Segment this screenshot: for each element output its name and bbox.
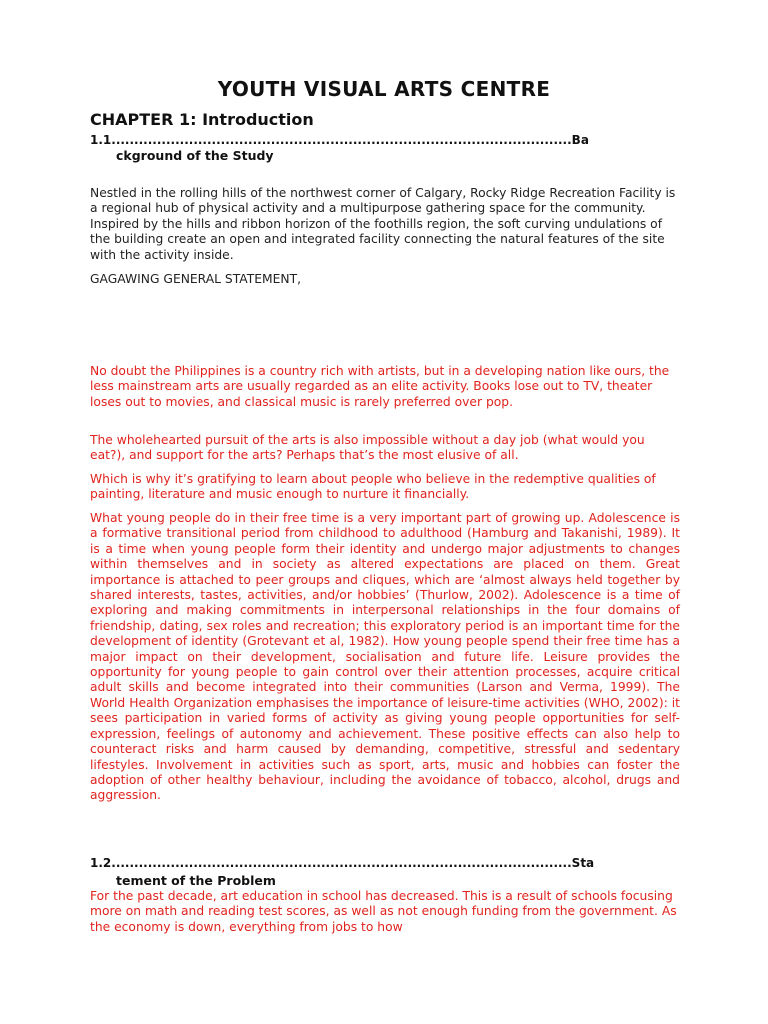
section-1-2-heading-continuation: tement of the Problem — [116, 873, 276, 888]
intro-paragraph: Nestled in the rolling hills of the northwest corner of Calgary, Rocky Ridge Recreation Facility is a regional hub of physical activity and a multipurpose gathering space for the community. Inspired by the hills and ribbon horizon of the foothills region, the soft curving undulations of the building create an open and integrated facility connecting the natural features of the site with the activity inside. — [90, 186, 676, 262]
general-statement: GAGAWING GENERAL STATEMENT, — [90, 272, 301, 286]
problem-paragraph: For the past decade, art education in school has decreased. This is a result of schools focusing more on math and reading test scores, as well as not enough funding from the government. As the economy is down, everything from jobs to how — [90, 889, 677, 934]
red-paragraph-1: No doubt the Philippines is a country rich with artists, but in a developing nation like ours, the less mainstream arts are usually regarded as an elite activity. Books lose out to TV, theater loses out to movies, and classical music is rarely preferred over pop. — [90, 364, 670, 409]
red-paragraph-2: The wholehearted pursuit of the arts is also impossible without a day job (what would you eat?), and support for the arts? Perhaps that’s the most elusive of all. — [90, 433, 645, 463]
section-1-1-heading-continuation: ckground of the Study — [116, 148, 274, 163]
section-1-2-heading: 1.2.....................................................................................................Sta — [90, 856, 595, 870]
document-title: YOUTH VISUAL ARTS CENTRE — [217, 77, 551, 101]
red-paragraph-4: What young people do in their free time is a very important part of growing up. Adolescence is a formative transitional period from childhood to adulthood (Hamburg and Takanishi, 1989). It is a time when young people form their identity and undergo major adjustments to changes within themselves and in society as altered expectations are placed on them. Great importance is attached to peer groups and cliques, which are ‘almost always held together by shared interests, tastes, activities, and/or hobbies’ (Thurlow, 2002). Adolescence is a time of exploring and making commitments in interpersonal relationships in the four domains of friendship, dating, sex roles and recreation; this exploratory period is an important time for the development of identity (Grotevant et al, 1982). How young people spend their free time has a major impact on their development, socialisation and future life. Leisure provides the opportunity for young people to gain control over their attention processes, acquire critical adult skills and become integrated into their communities (Larson and Verma, 1999). The World Health Organization emphasises the importance of leisure-time activities (WHO, 2002): it sees participation in varied forms of activity as giving young people opportunities for self-expression, feelings of autonomy and achievement. These positive effects can also help to counteract risks and harm caused by demanding, competitive, stressful and sedentary lifestyles. Involvement in activities such as sport, arts, music and hobbies can foster the adoption of other healthy behaviour, including the avoidance of tobacco, alcohol, drugs and aggression. — [90, 511, 680, 803]
section-1-1-heading: 1.1.....................................................................................................Ba — [90, 133, 589, 147]
red-paragraph-3: Which is why it’s gratifying to learn about people who believe in the redemptive qualities of painting, literature and music enough to nurture it financially. — [90, 472, 656, 502]
chapter-heading: CHAPTER 1: Introduction — [90, 110, 314, 129]
